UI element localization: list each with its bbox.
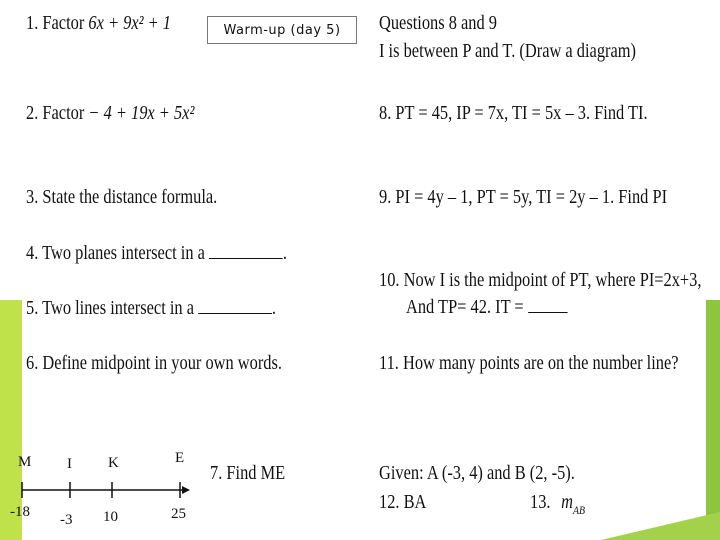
number-line-point-i <box>60 456 73 528</box>
question-6: 6. Define midpoint in your own words. <box>26 352 282 374</box>
slope-symbol: m <box>561 491 574 513</box>
question-1-text: 1. Factor <box>26 12 89 34</box>
question-1 <box>26 12 171 34</box>
question-1-expression: 6x + 9x² + 1 <box>88 12 172 34</box>
answer-blank <box>209 244 283 259</box>
slope-subscript: AB <box>573 503 586 517</box>
period: . <box>271 297 276 319</box>
question-9: 9. PI = 4y – 1, PT = 5y, TI = 2y – 1. Find PI <box>379 186 668 208</box>
period: . <box>282 242 287 264</box>
question-5 <box>26 297 276 319</box>
answer-blank <box>528 298 567 313</box>
question-12: 12. BA <box>379 491 427 513</box>
question-13 <box>530 491 585 521</box>
point-value: -18 <box>10 504 30 520</box>
question-2-expression: − 4 + 19x + 5x² <box>88 102 195 124</box>
question-3: 3. State the distance formula. <box>26 186 218 208</box>
question-11: 11. How many points are on the number line? <box>379 352 679 374</box>
point-label: E <box>175 450 185 466</box>
questions-8-9-header: Questions 8 and 9 <box>379 12 497 34</box>
point-value: 25 <box>171 506 186 522</box>
point-value: -3 <box>60 512 73 528</box>
number-line-arrow <box>182 486 190 494</box>
question-7: 7. Find ME <box>210 462 286 484</box>
point-label: I <box>67 456 72 472</box>
question-10-text: And TP= 42. IT = <box>406 296 524 318</box>
point-value: 10 <box>103 509 118 525</box>
questions-8-9-setup: I is between P and T. (Draw a diagram) <box>379 40 637 62</box>
question-2 <box>26 102 194 124</box>
question-10-continued <box>406 296 567 318</box>
number-line-point-e <box>171 450 186 522</box>
point-label: M <box>18 454 32 470</box>
point-label: K <box>108 455 119 471</box>
given-points: Given: A (-3, 4) and B (2, -5). <box>379 462 575 484</box>
question-4-text: 4. Two planes intersect in a <box>26 242 205 264</box>
decorative-green-bar-right <box>706 300 720 540</box>
question-13-number: 13. <box>530 491 551 513</box>
question-4 <box>26 242 287 264</box>
answer-blank <box>198 299 272 314</box>
question-8: 8. PT = 45, IP = 7x, TI = 5x – 3. Find TI. <box>379 102 648 124</box>
number-line <box>0 448 200 540</box>
warmup-banner: Warm-up (day 5) <box>207 16 357 44</box>
question-10: 10. Now I is the midpoint of PT, where PI=2x+3, <box>379 269 702 291</box>
number-line-point-m <box>10 454 31 520</box>
question-5-text: 5. Two lines intersect in a <box>26 297 194 319</box>
question-2-text: 2. Factor <box>26 102 89 124</box>
